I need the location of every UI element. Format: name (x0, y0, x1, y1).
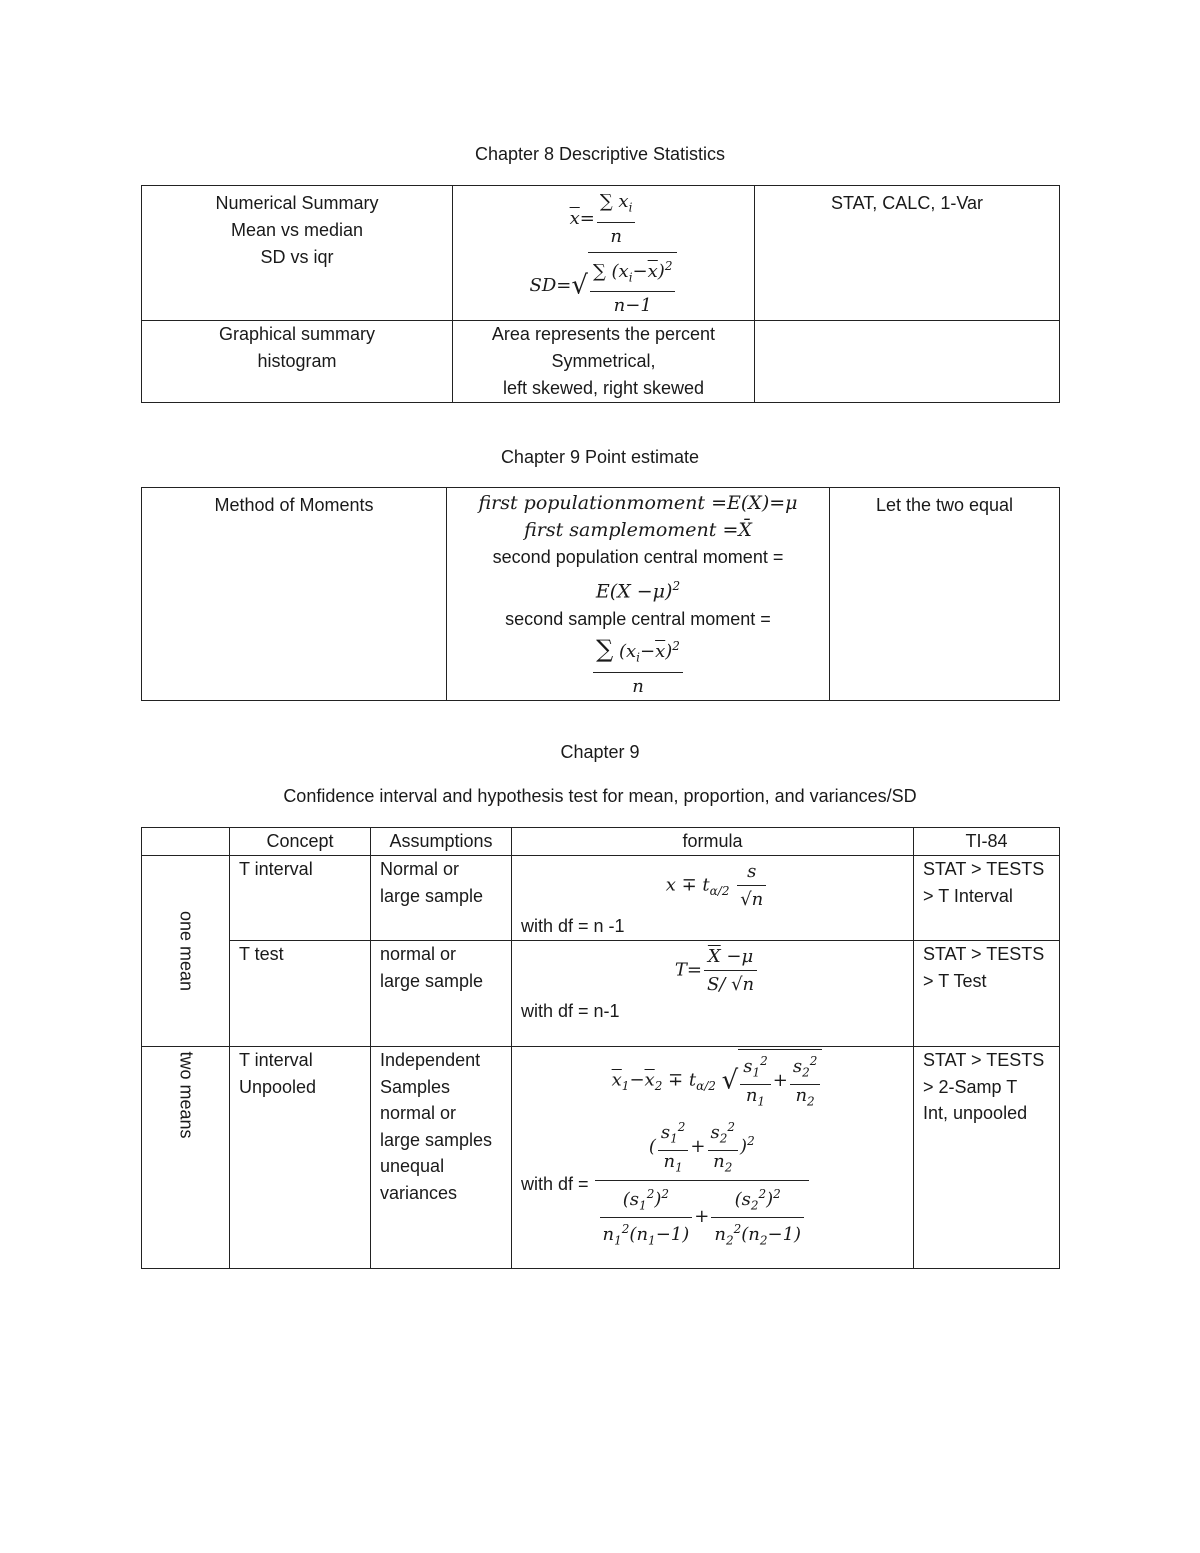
two-means-label: two means (176, 1051, 196, 1139)
cell-line: large sample (380, 886, 484, 906)
unpooled-df-label: with df = (521, 1173, 589, 1194)
welch-df-formula: ( $\frac{s_1^2}{n_1}$ + $\frac{s_2^2}{n_2}$ )$^2$ $\frac{(s_1^2)^2}{n_1^2(n_1-1)}$ + $\frac{(s_2^2)^2}{n_2^2(n_2-1)}$ (595, 1116, 810, 1251)
cell-line: Mean vs median (230, 220, 364, 240)
unpooled-ti84 (914, 1047, 1060, 1269)
graphical-summary-cell (142, 321, 453, 403)
t-interval-ti84 (914, 856, 1060, 941)
cell-line: > T Test (923, 971, 987, 991)
t-interval-equation: $x \mp t_{\alpha/2}$ $\frac{s}{√n}$ (521, 856, 913, 913)
moments-formula-cell (447, 488, 830, 701)
histogram-description-cell (453, 321, 755, 403)
mean-formula: $\overline{x}=$ $\frac{\sum x_i}{n}$ (453, 188, 754, 250)
let-equal-cell: Let the two equal (830, 488, 1060, 701)
cell-line: left skewed, right skewed (502, 378, 705, 398)
cell-line: > T Interval (923, 886, 1013, 906)
empty-cell (755, 321, 1060, 403)
second-population-label: second population central moment = (492, 547, 784, 567)
t-test-ti84 (914, 941, 1060, 1047)
header-ti84: TI-84 (914, 828, 1060, 856)
cell-line: large samples (380, 1129, 493, 1150)
sd-formula: SD=√ $\frac{\sum (x_i-\overline{x})^2}{n-1}$ (453, 252, 754, 320)
ci-hypothesis-subheading: Confidence interval and hypothesis test for mean, proportion, and variances/SD (283, 786, 917, 806)
chapter-9-heading: Chapter 9 (560, 742, 640, 762)
numerical-summary-cell (142, 186, 453, 321)
cell-line: Numerical Summary (215, 193, 379, 213)
chapter-9-point-estimate-heading: Chapter 9 Point estimate (500, 447, 700, 467)
unpooled-concept (230, 1047, 371, 1269)
cell-line: STAT > TESTS (923, 944, 1045, 964)
first-sample-moment: first samplemoment =X̄ (524, 519, 752, 541)
one-mean-label: one mean (176, 910, 196, 992)
t-test-formula (512, 941, 914, 1047)
cell-line: normal or (380, 1103, 457, 1123)
cell-line: Int, unpooled (923, 1103, 1028, 1123)
cell-line: Independent (380, 1050, 481, 1070)
t-interval-df: with df = n -1 (521, 916, 625, 936)
header-assumptions: Assumptions (371, 828, 512, 856)
second-population-formula: $E(X -\mu)^2$ (595, 579, 681, 603)
cell-line: Normal or (380, 859, 460, 879)
cell-line: Unpooled (239, 1077, 317, 1097)
cell-line: normal or (380, 944, 457, 964)
confidence-interval-table (141, 827, 1060, 1269)
one-mean-group-cell (142, 856, 230, 1047)
t-interval-formula (512, 856, 914, 941)
t-test-assumptions (371, 941, 512, 1047)
corner-cell (142, 828, 230, 856)
cell-line: large sample (380, 971, 484, 991)
cell-line: Symmetrical, (551, 351, 656, 371)
t-test-concept: T test (230, 941, 371, 1047)
cell-line: unequal (380, 1156, 445, 1176)
unpooled-assumptions (371, 1047, 512, 1269)
cell-line: histogram (257, 351, 337, 371)
first-population-moment: first populationmoment =E(X)=μ (478, 492, 798, 514)
mean-sd-formula-cell (453, 186, 755, 321)
unpooled-interval-equation: $\overline{x}_1-\overline{x}_2 \mp t_{\alpha/2}$ √ $\frac{s_1^2}{n_1}$ + $\frac{s_2^2}{n_2}$ (521, 1047, 913, 1112)
cell-line: Area represents the percent (491, 324, 716, 344)
cell-line: T interval (239, 1050, 313, 1070)
chapter-8-heading: Chapter 8 Descriptive Statistics (474, 144, 726, 164)
point-estimate-table (141, 487, 1060, 701)
cell-line: SD vs iqr (260, 247, 334, 267)
header-formula: formula (512, 828, 914, 856)
unpooled-df-row (521, 1116, 913, 1251)
unpooled-formula (512, 1047, 914, 1269)
t-interval-assumptions (371, 856, 512, 941)
cell-line: Samples (380, 1076, 451, 1097)
cell-line: Graphical summary (218, 324, 376, 344)
second-sample-label: second sample central moment = (505, 609, 771, 630)
calculator-cell: STAT, CALC, 1-Var (755, 186, 1060, 321)
two-means-group-cell (142, 1047, 230, 1269)
cell-line: STAT > TESTS (923, 859, 1045, 879)
second-sample-formula: $\frac{\sum (x_i-\overline{x})^2}{n}$ (447, 633, 829, 700)
method-of-moments-cell: Method of Moments (142, 488, 447, 701)
cell-line: variances (380, 1182, 458, 1203)
header-concept: Concept (230, 828, 371, 856)
descriptive-statistics-table (141, 185, 1060, 403)
cell-line: STAT > TESTS (923, 1050, 1045, 1070)
t-interval-concept: T interval (230, 856, 371, 941)
t-test-equation: T= $\frac{\overline{X} -\mu}{S/ √n}$ (521, 941, 913, 998)
t-test-df: with df = n-1 (521, 1001, 620, 1021)
cell-line: > 2-Samp T (923, 1076, 1018, 1097)
